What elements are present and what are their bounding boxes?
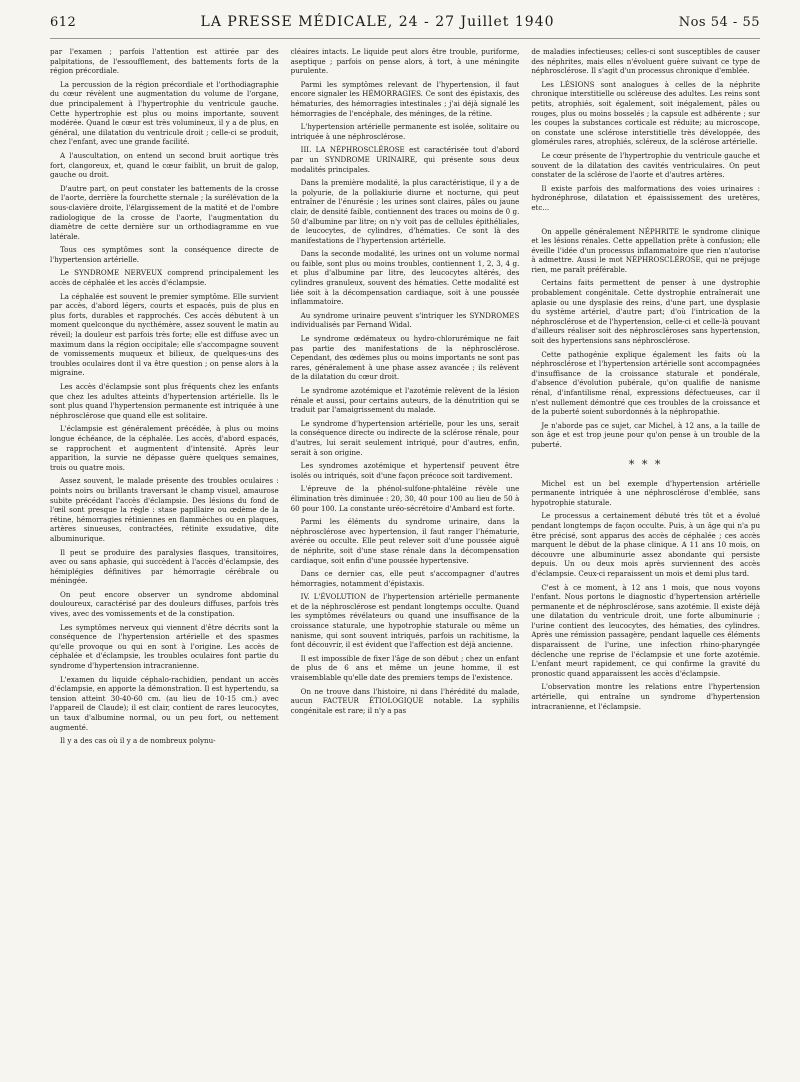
page-number: 612 [50, 15, 77, 30]
paragraph: Il est impossible de fixer l'âge de son début ; chez un enfant de plus de 6 ans et même un jeune homme, il est vraisemblable qu'elle date des premiers temps de l'existence. [290, 653, 520, 683]
paragraph: L'hypertension artérielle permanente est isolée, solitaire ou intriquée à une néphrosclérose. [290, 122, 520, 141]
paragraph: Parmi les éléments du syndrome urinaire, dans la néphrosclérose avec hypertension, il faut ranger l'hématurie, avérée ou occulte. Elle peut relever soit d'une poussée aiguë de néphrite, soit d'une stase rénale dans la décompensation cardiaque, soit enfin d'une poussée hypertensive. [290, 517, 520, 565]
paragraph: Cette pathogénie explique également les faits où la néphrosclérose et l'hypertension artérielle sont accompagnées d'insuffisance de la croissance staturale et pondérale, d'absence d'évolution pubérale, qu'on qualifie de nanisme rénal, d'infantilisme rénal, expressions défectueuses, car il n'est nullement démontré que ces troubles de la croissance et de la puberté soient subordonnés à la néphropathie. [531, 349, 761, 417]
column-2 [291, 47, 520, 1077]
paragraph: Les LÉSIONS sont analogues à celles de la néphrite chronique interstitielle ou scléreuse des adultes. Les reins sont petits, atrophiés, soit également, soit inégalement, pâles ou rouges, plus ou moins bosselés ; la capsule est adhérente ; sur les coupes la substances corticale est réduite; au microscope, on constate une sclérose interstitielle très développée, des glomérules rares, atrophiés, scléreux, de la sclérose artérielle. [531, 79, 761, 147]
paragraph: Certains faits permettent de penser à une dystrophie probablement congénitale. Cette dystrophie entraînerait une aplasie ou une dysplasie des reins, d'une part, une dysplasie du système artériel, d'autre part; d'où l'intrication de la néphrosclérose et de l'hypertension, celle-ci et celle-là pouvant d'ailleurs réaliser soit des néphroscléroses sans hypertension, soit des hypertensions sans néphrosclérose. [531, 278, 761, 346]
paragraph: Le processus a certainement débuté très tôt et a évolué pendant longtemps de façon occulte. Puis, à un âge qui n'a pu être précisé, sont apparus des accès de céphalée ; ces accès marquent le début de la phase clinique. A 11 ans 10 mois, on découvre une albuminurie assez abondante qui persiste depuis. Un ou deux mois après surviennent des accès d'éclampsie. Ceux-ci reparaissent un mois et demi plus tard. [531, 511, 761, 578]
paragraph: III. LA NÉPHROSCLÉROSE est caractérisée tout d'abord par un SYNDROME URINAIRE, qui présente sous deux modalités principales. [290, 145, 520, 174]
paragraph: Je n'aborde pas ce sujet, car Michel, à 12 ans, a la taille de son âge et est trop jeune pour qu'on pense à un trouble de la puberté. [531, 420, 761, 449]
paragraph: Il peut se produire des paralysies flasques, transitoires, avec ou sans aphasie, qui succèdent à l'accès d'éclampsie, des hémiplégies définitives par hémorragie cérébrale ou méningée. [50, 547, 279, 586]
issue-date: 24 - 27 Juillet 1940 [398, 14, 555, 30]
journal-name: LA PRESSE MÉDICALE, [200, 14, 394, 30]
paragraph: de maladies infectieuses; celles-ci sont susceptibles de causer des néphrites, mais elles n'évoluent guère suivant ce type de néphrosclérose. Il s'agit d'un processus chronique d'emblée. [531, 47, 761, 76]
paragraph: Il existe parfois des malformations des voies urinaires : hydronéphrose, dilatation et épaississement des uretères, etc... [531, 183, 761, 212]
paragraph: On ne trouve dans l'histoire, ni dans l'hérédité du malade, aucun FACTEUR ÉTIOLOGIQUE notable. La syphilis congénitale est rare; il n'y a pas [290, 686, 520, 715]
paragraph: L'éclampsie est généralement précédée, à plus ou moins longue échéance, de la céphalée. Les accès, d'abord espacés, se rapprochent et augmentent d'intensité. Après leur apparition, la survie ne dépasse guère quelques semaines, trois ou quatre mois. [50, 424, 279, 472]
paragraph: Le syndrome azotémique et l'azotémie relèvent de la lésion rénale et aussi, pour certains auteurs, de la dénutrition qui se traduit par l'amaigrissement du malade. [290, 386, 520, 415]
paragraph: Au syndrome urinaire peuvent s'intriquer les SYNDROMES individualisés par Fernand Widal. [290, 310, 520, 330]
paragraph: Parmi les symptômes relevant de l'hypertension, il faut encore signaler les HÉMORRAGIES. Ce sont des épistaxis, des hématuries, des hémorragies intestinales ; j'ai déjà signalé les hémorragies de l'encéphale, des méninges, de la rétine. [290, 79, 520, 118]
paragraph: L'épreuve de la phénol-sulfone-phtaléine révèle une élimination très diminuée : 20, 30, 40 pour 100 au lieu de 50 à 60 pour 100. La constante uréo-sécrétoire d'Ambard est forte. [290, 484, 520, 513]
paragraph: On appelle généralement NÉPHRITE le syndrome clinique et les lésions rénales. Cette appellation prête à confusion; elle éveille l'idée d'un processus inflammatoire que rien n'autorise à admettre. Aussi le mot NÉPHROSCLÉROSE, qui ne préjuge rien, me paraît préférable. [531, 226, 761, 274]
asterism-separator: * * * [628, 457, 663, 471]
paragraph: L'observation montre les relations entre l'hypertension artérielle, qui entraîne un syndrome d'hypertension intracranienne, et l'éclampsie. [531, 682, 761, 711]
paragraph: Il y a des cas où il y a de nombreux polynu- [60, 736, 216, 746]
paragraph: La céphalée est souvent le premier symptôme. Elle survient par accès, d'abord légers, courts et espacés, puis de plus en plus forts, durables et rapprochés. Ces accès débutent à un moment quelconque du nycthémère, assez souvent le matin au réveil; la douleur est parfois très forte; elle est diffuse avec un maximum dans la région occipitale; elle s'accompagne souvent de vomissements muqueux et bilieux, de quelques-uns des troubles oculaires dont il va être question ; on pense alors à la migraine. [50, 291, 279, 378]
paragraph: IV. L'ÉVOLUTION de l'hypertension artérielle permanente et de la néphrosclérose est pendant longtemps occulte. Quand les symptômes révélateurs ou quand une insuffisance de la croissance staturale, une hypotrophie staturale ou même un nanisme, qui sont souvent intriqués, parfois un rachitisme, la font découvrir, il est évident que l'affection est déjà ancienne. [290, 592, 520, 650]
paragraph: Tous ces symptômes sont la conséquence directe de l'hypertension artérielle. [50, 245, 279, 264]
paragraph: Dans la première modalité, la plus caractéristique, il y a de la polyurie, de la pollakiurie diurne et nocturne, qui peut entraîner de l'énurésie ; les urines sont claires, pâles ou jaune clair, de densité faible, contiennent des traces ou moins de 0 g. 50 d'albumine par litre; on n'y voit pas de cellules épithéliales, de leucocytes, de cylindres, d'hématies. Ce sont là des manifestations de l'hypertension artérielle. [290, 178, 520, 245]
paragraph: Dans ce dernier cas, elle peut s'accompagner d'autres hémorragies, notamment d'épistaxis. [290, 569, 520, 588]
paragraph: L'examen du liquide céphalo-rachidien, pendant un accès d'éclampsie, en apporte la démonstration. Il est hypertendu, sa tension atteint 30-40-60 cm. (au lieu de 10-15 cm.) avec l'appareil de Claude); il est clair, contient de rares leucocytes, un taux d'albumine normal, ou un peu fort, ou nettement augmenté. [50, 674, 279, 732]
paragraph: Assez souvent, le malade présente des troubles oculaires : points noirs ou brillants traversant le champ visuel, amaurose subite précédant l'accès d'éclampsie. Des lésions du fond de l'œil sont presque la règle : stase papillaire ou œdème de la rétine, hémorragies rétiniennes en flammèches ou en plaques, artères sinueuses, contractées, rétinite exsudative, dite albuminurique. [50, 476, 279, 543]
paragraph: D'autre part, on peut constater les battements de la crosse de l'aorte, derrière la fourchette sternale ; la surélévation de la sous-clavière droite, l'élargissement de la matité et de l'ombre radiologique de la crosse de l'aorte, l'augmentation du diamètre de cette dernière sur un orthodiagramme en vue latérale. [50, 183, 279, 241]
paragraph: Michel est un bel exemple d'hypertension artérielle permanente intriquée à une néphrosclérose d'emblée, sans hypotrophie staturale. [531, 478, 761, 507]
paragraph: A l'auscultation, on entend un second bruit aortique très fort, clangoreux, et, quand le cœur faiblit, un bruit de galop, gauche ou droit. [50, 150, 279, 180]
column-3 [531, 47, 760, 1077]
journal-title [201, 14, 555, 30]
page-header [50, 14, 760, 39]
text-columns [50, 47, 760, 1077]
paragraph: Le cœur présente de l'hypertrophie du ventricule gauche et souvent de la dilatation des cavités ventriculaires. On peut constater de la sclérose de l'aorte et d'autres artères. [531, 150, 761, 180]
paragraph: Les accès d'éclampsie sont plus fréquents chez les enfants que chez les adultes atteints d'hypertension artérielle. Ils le sont plus quand l'hypertension permanente est intriquée à une néphrosclérose que quand elle est solitaire. [50, 382, 279, 420]
paragraph: C'est à ce moment, à 12 ans 1 mois, que nous voyons l'enfant. Nous portons le diagnostic d'hypertension artérielle permanente et de néphrosclérose, sans azotémie. Il existe déjà une dilatation du ventricule droit, une forte albuminurie ; l'urine contient des leucocytes, des hématies, des cylindres. Après une rémission passagère, pendant laquelle ces éléments disparaissent de l'urine, une infection rhino-pharyngée déclenche une reprise de l'éclampsie et une forte azotémie. L'enfant meurt rapidement, ce qui confirme la gravité du pronostic quand apparaissent les accès d'éclampsie. [531, 582, 761, 678]
paragraph: par l'examen ; parfois l'attention est attirée par des palpitations, de l'essoufflement, des battements forts de la région précordiale. [50, 47, 279, 76]
column-1 [50, 47, 279, 1077]
paragraph: Les symptômes nerveux qui viennent d'être décrits sont la conséquence de l'hypertension artérielle et des spasmes qu'elle provoque ou qui en sont à l'origine. Les accès de céphalée et d'éclampsie, les troubles oculaires font partie du syndrome d'hypertension intracranienne. [50, 622, 279, 671]
paragraph: Le SYNDROME NERVEUX comprend principalement les accès de céphalée et les accès d'éclampsie. [50, 268, 279, 288]
paragraph: cléaires intacts. Le liquide peut alors être trouble, puriforme, aseptique ; parfois on pense alors, à tort, à une méningite purulente. [290, 47, 520, 76]
issue-number: Nos 54 - 55 [678, 15, 760, 30]
paragraph: Le syndrome d'hypertension artérielle, pour les uns, serait la conséquence directe ou indirecte de la sclérose rénale, pour d'autres, lui serait seulement intriqué, pour d'autres, enfin, serait à son origine. [290, 418, 520, 457]
paragraph: La percussion de la région précordiale et l'orthodiagraphie du cœur révèlent une augmentation du volume de l'organe, due principalement à l'hypertrophie du ventricule gauche. Cette hypertrophie est plus ou moins importante, souvent modérée. Quand le cœur est très volumineux, il y a de plus, en général, une dilatation du ventricule droit ; celle-ci se produit, chez l'enfant, avec une grande facilité. [50, 79, 279, 147]
paragraph: On peut encore observer un syndrome abdominal douloureux, caractérisé par des douleurs diffuses, parfois très vives, avec des vomissements et de la constipation. [50, 589, 279, 619]
section-gap [531, 217, 760, 227]
paragraph: Les syndromes azotémique et hypertensif peuvent être isolés ou intriqués, soit d'une façon précoce soit tardivement. [290, 461, 520, 480]
paragraph: Dans la seconde modalité, les urines ont un volume normal ou faible, sont plus ou moins troubles, contiennent 1, 2, 3, 4 g. et plus d'albumine par litre, des leucocytes altérés, des cylindres granuleux, souvent des hématies. Cette modalité est liée soit à la décompensation cardiaque, soit à une poussée inflammatoire. [290, 249, 520, 307]
paragraph: Le syndrome œdémateux ou hydro-chlorurémique ne fait pas partie des manifestations de la néphrosclérose. Cependant, des œdèmes plus ou moins importants ne sont pas rares, généralement à une phase assez avancée ; ils relèvent de la dilatation du cœur droit. [290, 334, 520, 382]
